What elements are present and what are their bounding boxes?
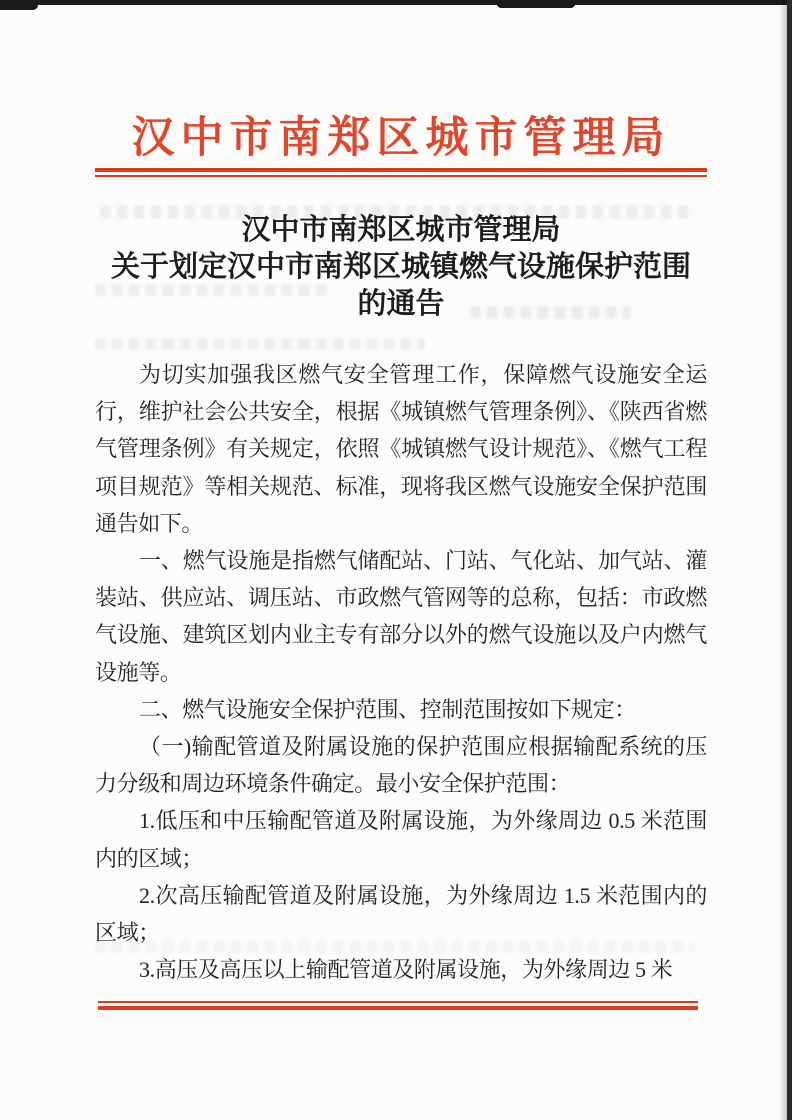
scan-artifact-right-shadow	[779, 0, 787, 1120]
document-title-line1: 汉中市南郑区城市管理局	[241, 214, 561, 246]
body-paragraph-item2: 二、燃气设施安全保护范围、控制范围按如下规定：	[139, 696, 636, 722]
body-paragraph-intro: 为切实加强我区燃气安全管理工作，保障燃气设施安全运行，维护社会公共安全，根据《城镇燃气管理条例》、《陕西省燃气管理条例》有关规定，依照《城镇燃气设计规范》、《燃气工程项目规范》等相关规范、标准，现将我区燃气设施安全保护范围通告如下。	[95, 362, 707, 536]
letterhead-double-rule	[95, 168, 707, 177]
letterhead-rule-thin	[95, 175, 707, 177]
body-paragraph-item1: 一、燃气设施是指燃气储配站、门站、气化站、加气站、灌装站、供应站、调压站、市政燃气管网等的总称，包括：市政燃气设施、建筑区划内业主专有部分以外的燃气设施以及户内燃气设施等。	[95, 548, 707, 685]
document-title	[88, 212, 714, 323]
document-title-line2: 关于划定汉中市南郑区城镇燃气设施保护范围	[110, 251, 691, 283]
body-paragraph-rule1: 1.低压和中压输配管道及附属设施，为外缘周边 0.5 米范围内的区域；	[95, 808, 707, 871]
letterhead-org-name: 汉中市南郑区城市管理局	[131, 115, 671, 162]
document-title-line3: 的通告	[357, 288, 445, 320]
scan-artifact-top-notch	[497, 0, 575, 8]
footer-rule-thin	[98, 1001, 698, 1003]
footer-rule-thick	[98, 1006, 698, 1010]
body-paragraph-rule3: 3.高压及高压以上输配管道及附属设施，为外缘周边 5 米	[139, 957, 673, 983]
scan-artifact-right-edge	[787, 0, 792, 1120]
scan-artifact-top-left-corner	[0, 0, 38, 10]
body-paragraph-rule2: 2.次高压输配管道及附属设施，为外缘周边 1.5 米范围内的区域；	[95, 882, 707, 946]
document-body	[95, 356, 707, 988]
body-paragraph-subitem1: （一)输配管道及附属设施的保护范围应根据输配系统的压力分级和周边环境条件确定。最小安全保护范围：	[95, 734, 707, 797]
bleed-through-ghost-text	[95, 338, 425, 350]
footer-double-rule	[98, 1001, 698, 1010]
scan-artifact-top-edge	[0, 0, 792, 5]
letterhead-rule-thick	[95, 168, 707, 172]
